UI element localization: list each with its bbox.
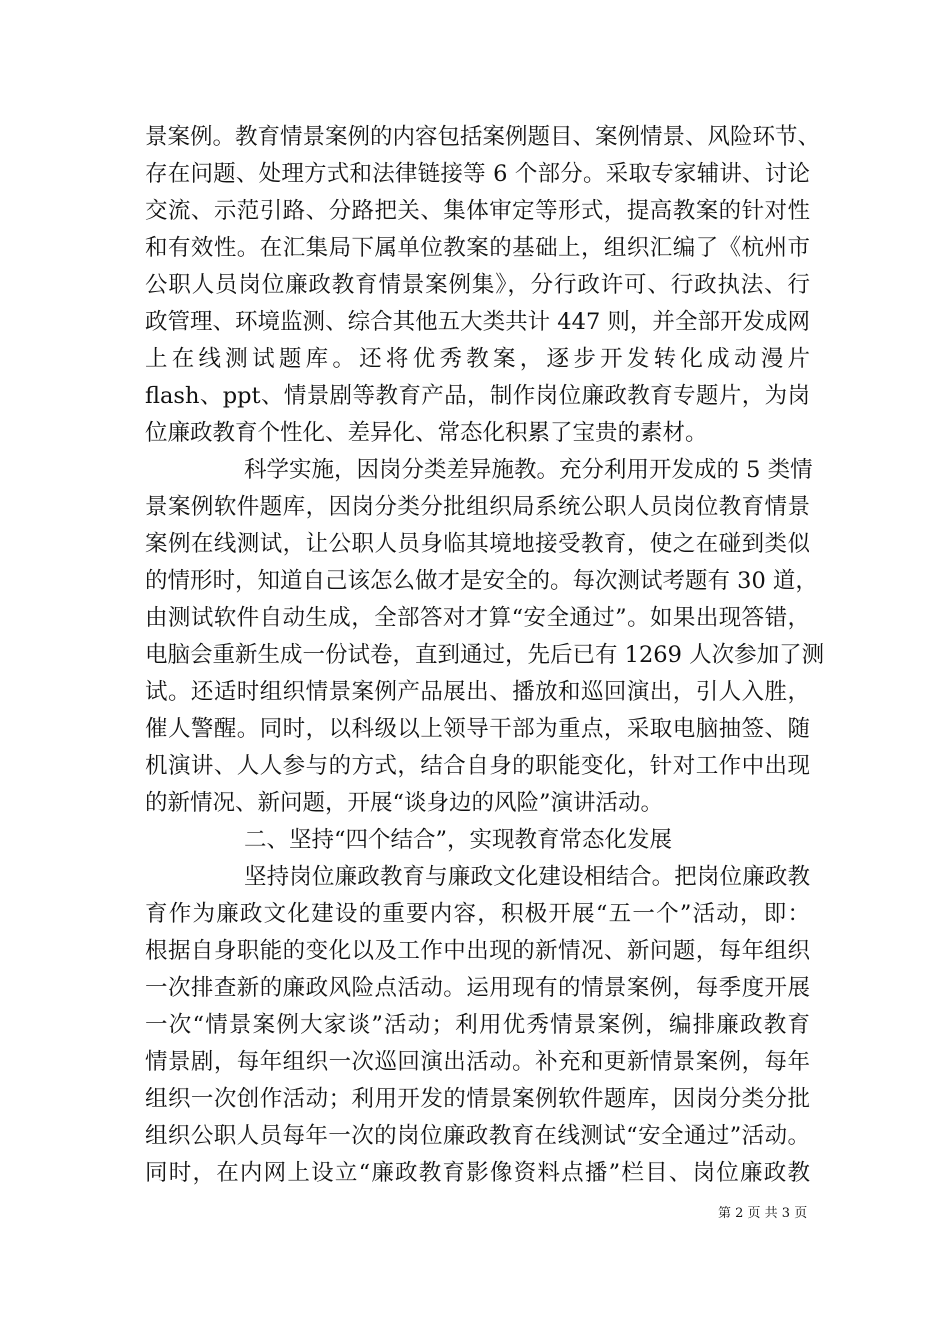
text-line: 的情形时，知道自己该怎么做才是安全的。每次测试考题有 30 道，: [145, 568, 818, 594]
text-line: 电脑会重新生成一份试卷，直到通过，先后已有 1269 人次参加了测: [145, 642, 825, 668]
text-line: 情景剧，每年组织一次巡回演出活动。补充和更新情景案例，每年: [145, 1049, 810, 1075]
text-line: 景案例。教育情景案例的内容包括案例题目、案例情景、风险环节、: [145, 124, 821, 150]
text-line: 公职人员岗位廉政教育情景案例集》，分行政许可、行政执法、行: [145, 272, 810, 298]
text-line: 政管理、环境监测、综合其他五大类共计 447 则，并全部开发成网: [145, 309, 810, 335]
text-line: 坚持岗位廉政教育与廉政文化建设相结合。把岗位廉政教: [244, 864, 810, 890]
text-line: 交流、示范引路、分路把关、集体审定等形式，提高教案的针对性: [145, 198, 810, 224]
text-line: 位廉政教育个性化、差异化、常态化积累了宝贵的素材。: [145, 420, 708, 446]
text-line: 案例在线测试，让公职人员身临其境地接受教育，使之在碰到类似: [145, 531, 810, 557]
text-line: 和有效性。在汇集局下属单位教案的基础上，组织汇编了《杭州市: [145, 235, 810, 261]
text-line: 组织公职人员每年一次的岗位廉政教育在线测试“安全通过”活动。: [145, 1123, 810, 1149]
text-line: 一次排查新的廉政风险点活动。运用现有的情景案例，每季度开展: [145, 975, 810, 1001]
text-line: flash、ppt、情景剧等教育产品，制作岗位廉政教育专题片，为岗: [145, 383, 810, 409]
text-line: 由测试软件自动生成，全部答对才算“安全通过”。如果出现答错，: [145, 605, 810, 631]
text-line: 育作为廉政文化建设的重要内容，积极开展“五一个”活动，即：: [145, 901, 810, 927]
text-line: 存在问题、处理方式和法律链接等 6 个部分。采取专家辅讲、讨论: [145, 161, 810, 187]
text-line: 景案例软件题库，因岗分类分批组织局系统公职人员岗位教育情景: [145, 494, 810, 520]
page-number: 第 2 页 共 3 页: [718, 1206, 808, 1221]
text-line: 试。还适时组织情景案例产品展出、播放和巡回演出，引人入胜，: [145, 679, 810, 705]
section-heading: 二、坚持“四个结合”，实现教育常态化发展: [244, 827, 673, 853]
text-line: 上在线测试题库。还将优秀教案，逐步开发转化成动漫片: [145, 346, 810, 372]
text-line: 催人警醒。同时，以科级以上领导干部为重点，采取电脑抽签、随: [145, 716, 810, 742]
text-line: 机演讲、人人参与的方式，结合自身的职能变化，针对工作中出现: [145, 753, 810, 779]
text-line: 组织一次创作活动；利用开发的情景案例软件题库，因岗分类分批: [145, 1086, 810, 1112]
text-line: 根据自身职能的变化以及工作中出现的新情况、新问题，每年组织: [145, 938, 810, 964]
text-line: 一次“情景案例大家谈”活动；利用优秀情景案例，编排廉政教育: [145, 1012, 810, 1038]
text-line: 的新情况、新问题，开展“谈身边的风险”演讲活动。: [145, 790, 664, 816]
text-line: 同时，在内网上设立“廉政教育影像资料点播”栏目、岗位廉政教: [145, 1160, 810, 1186]
text-line: 科学实施，因岗分类差异施教。充分利用开发成的 5 类情: [244, 457, 813, 483]
